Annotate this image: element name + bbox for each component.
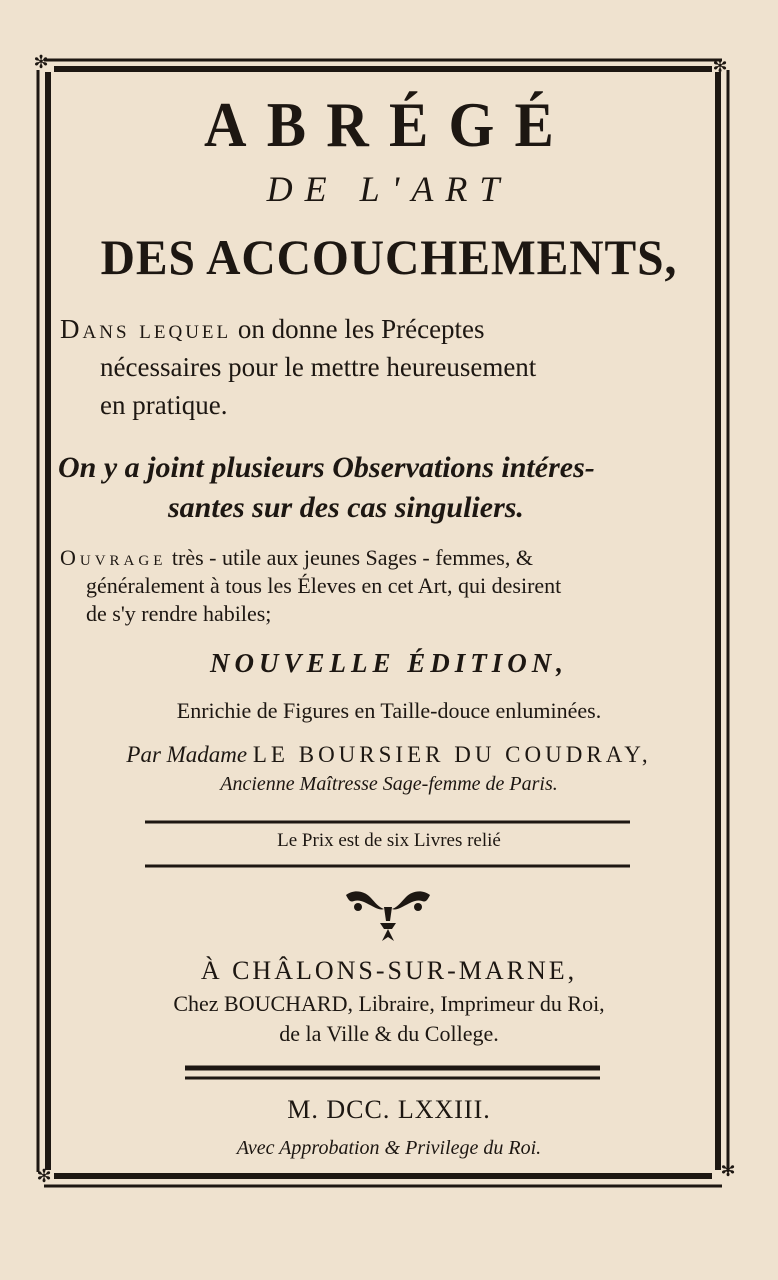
ouvrage-line-2: généralement à tous les Éleves en cet Art, qui desirent — [86, 573, 562, 598]
border-star-icon: ✻ — [33, 52, 49, 73]
intro-text-1: on donne les Préceptes — [231, 314, 485, 344]
edition-heading: NOUVELLE ÉDITION, — [209, 648, 569, 678]
ouvrage-line-1: très - utile aux jeunes Sages - femmes, & — [166, 545, 533, 570]
enrichie-line: Enrichie de Figures en Taille-douce enluminées. — [176, 698, 602, 723]
ouvrage-paragraph — [60, 544, 725, 628]
ouvrage-line-3: de s'y rendre habiles; — [86, 601, 272, 626]
intro-text-2: nécessaires pour le mettre heureusement — [100, 352, 537, 382]
intro-text-3: en pratique. — [100, 390, 228, 420]
border-star-icon: ✻ — [720, 1160, 736, 1181]
border-star-icon: ✻ — [36, 1166, 52, 1187]
intro-lead: Dans lequel — [60, 314, 232, 344]
title-accouchements: DES ACCOUCHEMENTS, — [100, 229, 678, 285]
publication-year: M. DCC. LXXIII. — [287, 1095, 491, 1124]
intro-paragraph — [60, 310, 720, 424]
border-star-icon: ✻ — [712, 56, 728, 77]
observations-paragraph — [58, 448, 723, 528]
author-prefix: Par Madame — [126, 742, 253, 767]
title-de-l-art: DE L'ART — [266, 169, 512, 209]
title-abrege: ABRÉGÉ — [203, 89, 575, 160]
author-title: Ancienne Maîtresse Sage-femme de Paris. — [220, 773, 558, 795]
fleuron-ornament-icon — [340, 885, 436, 945]
publisher-ville: de la Ville & du College. — [279, 1021, 499, 1046]
ouvrage-lead: Ouvrage — [60, 545, 167, 570]
author-line — [40, 742, 738, 768]
approbation-line: Avec Approbation & Privilege du Roi. — [236, 1137, 542, 1159]
observations-line-1: On y a joint plusieurs Observations intéres- — [58, 451, 595, 484]
price-line: Le Prix est de six Livres relié — [277, 830, 501, 851]
author-name: LE BOURSIER DU COUDRAY, — [252, 742, 652, 767]
publisher-name: Chez BOUCHARD, Libraire, Imprimeur du Roi, — [173, 991, 605, 1016]
observations-line-2: santes sur des cas singuliers. — [168, 491, 524, 524]
publisher-city: À CHÂLONS-SUR-MARNE, — [200, 956, 578, 985]
